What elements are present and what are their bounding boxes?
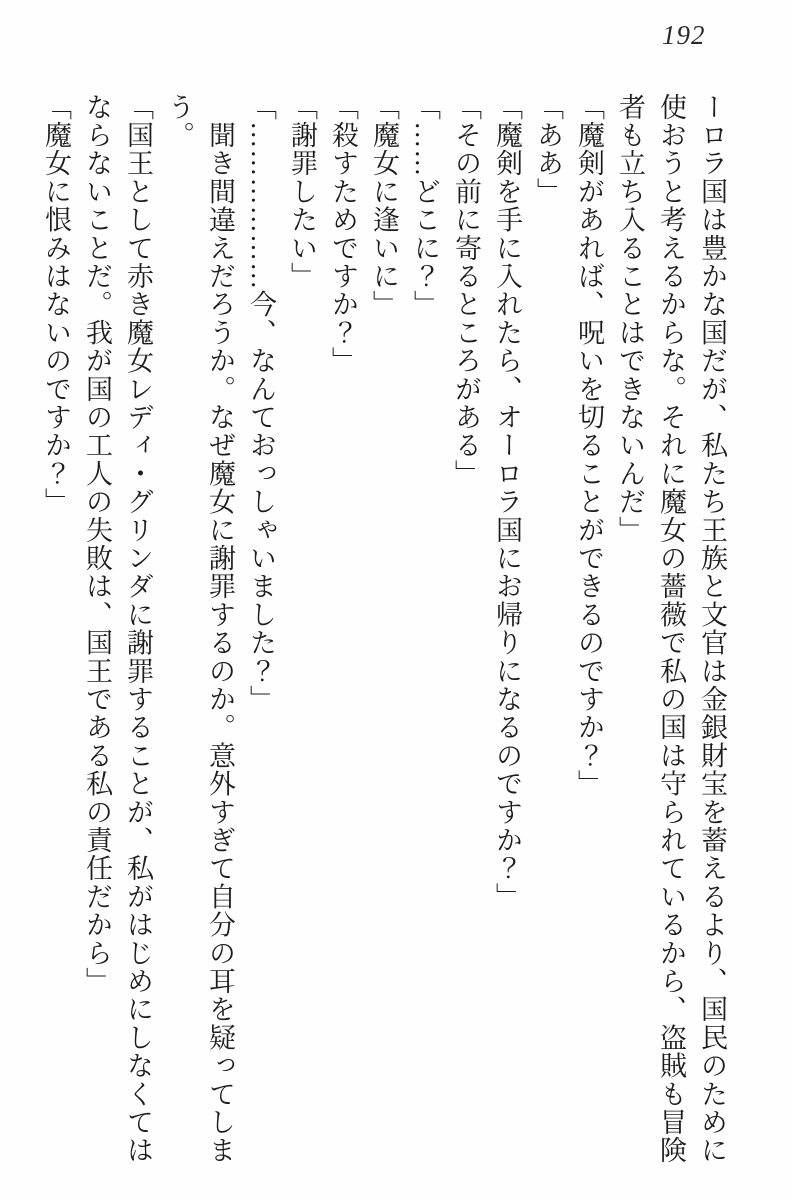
page-number: 192: [662, 20, 706, 50]
text-line: 「……どこに？」: [410, 93, 440, 319]
text-line: 「魔女に逢いに」: [369, 93, 399, 319]
text-line: 「殺すためですか？」: [328, 93, 358, 375]
text-line: 「………………今、なんておっしゃいました？」: [246, 93, 276, 714]
text-line: 「魔女に恨みはないのですか？」: [41, 93, 71, 516]
text-line: ーロラ国は豊かな国だが、私たち王族と文官は金銀財宝を蓄えるより、国民のために: [697, 93, 727, 1165]
text-line: 聞き間違えだろうか。なぜ魔女に謝罪するのか。意外すぎて自分の耳を疑ってしま: [205, 93, 235, 1165]
text-line: 「謝罪したい」: [287, 93, 317, 291]
text-line: ならないことだ。我が国の工人の失敗は、国王である私の責任だから」: [82, 93, 112, 996]
text-line: 「国王として赤き魔女レディ・グリンダに謝罪することが、私がはじめにしなくては: [123, 93, 153, 1165]
text-line: 「魔剣があれば、呪いを切ることができるのですか？」: [574, 93, 604, 798]
text-line: 者も立ち入ることはできないんだ」: [615, 93, 645, 545]
vertical-text-block: [32, 93, 732, 1185]
text-line: 「魔剣を手に入れたら、オーロラ国にお帰りになるのですか？」: [492, 93, 522, 911]
text-line: 「その前に寄るところがある」: [451, 93, 481, 488]
text-line: う。: [164, 93, 194, 150]
text-line: 使おうと考えるからな。それに魔女の薔薇で私の国は守られているから、盗賊も冒険: [656, 93, 686, 1165]
text-line: 「ああ」: [533, 93, 563, 206]
